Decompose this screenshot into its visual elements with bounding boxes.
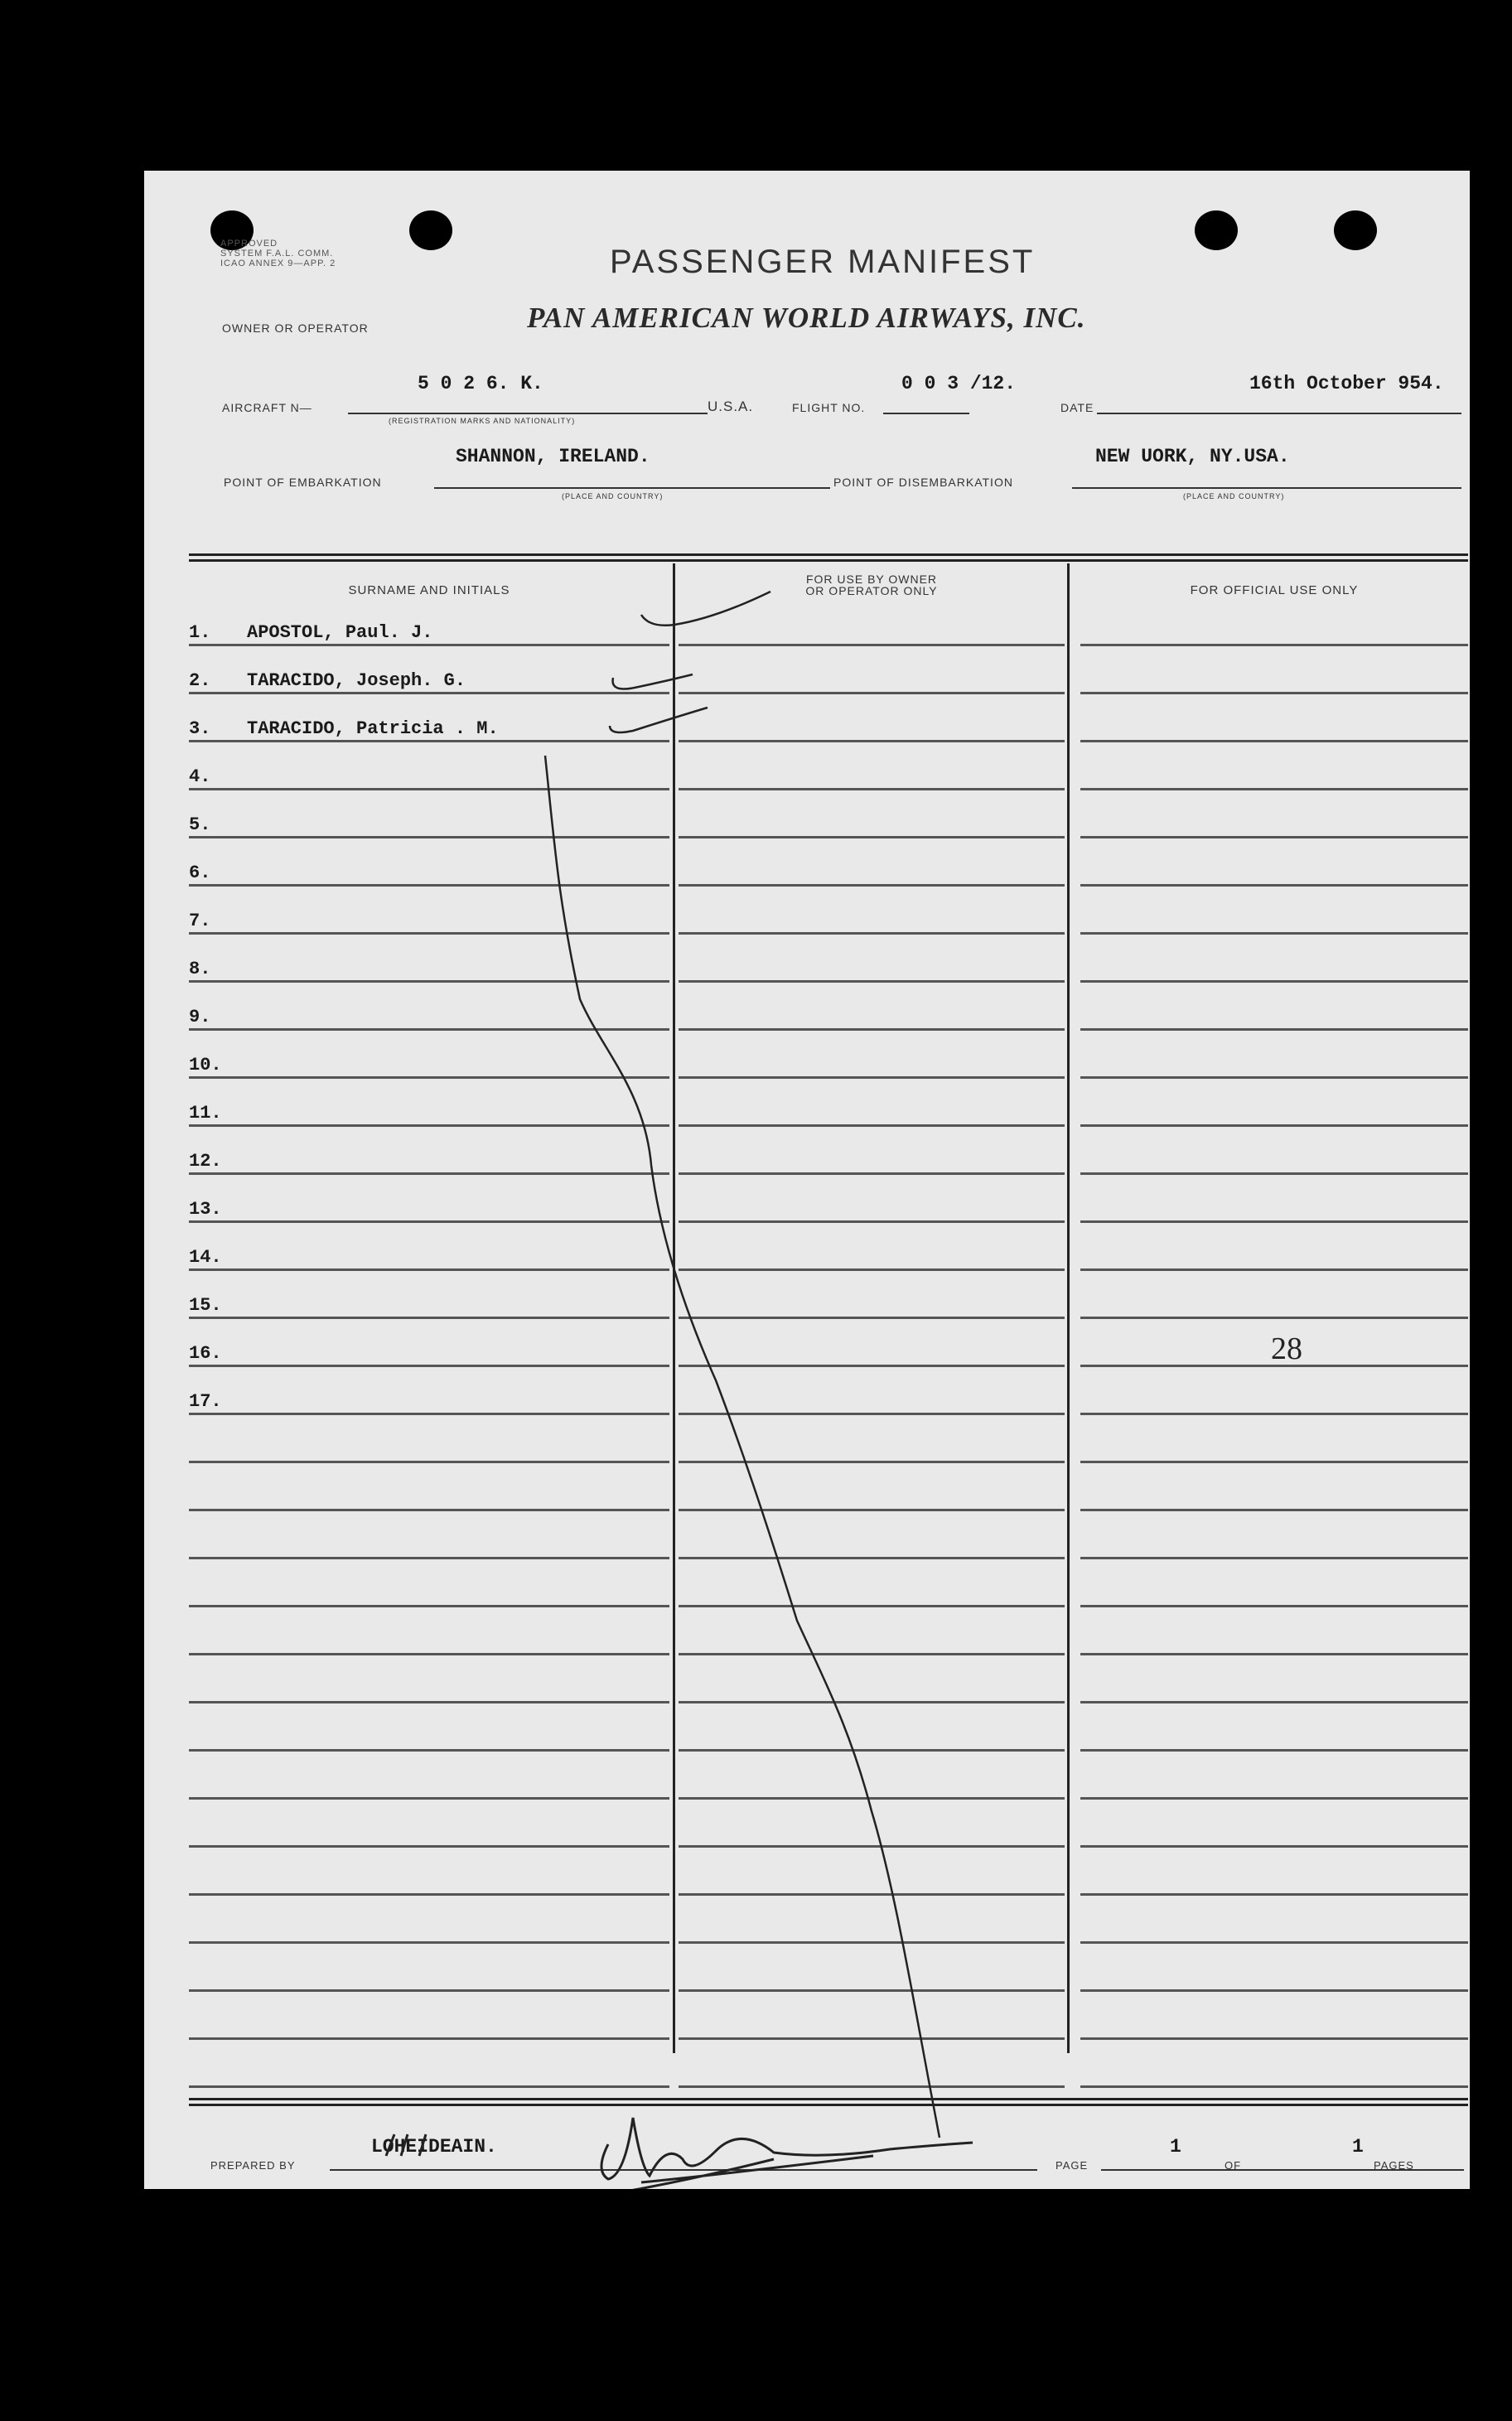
- aircraft-sublabel: (REGISTRATION MARKS AND NATIONALITY): [389, 417, 576, 425]
- row-number: 4.: [189, 766, 211, 787]
- row-number: 14.: [189, 1247, 222, 1268]
- row-number: 8.: [189, 959, 211, 979]
- flight-label: FLIGHT NO.: [792, 401, 866, 414]
- row-number: 13.: [189, 1199, 222, 1220]
- aircraft-value: 5 0 2 6. K.: [418, 373, 543, 394]
- flight-value: 0 0 3 /12.: [901, 373, 1017, 394]
- row-number: 12.: [189, 1151, 222, 1172]
- passenger-name: TARACIDO, Patricia . M.: [247, 718, 499, 739]
- pages-label: PAGES: [1374, 2159, 1414, 2172]
- row-number: 16.: [189, 1343, 222, 1364]
- embarkation-value: SHANNON, IRELAND.: [456, 446, 650, 467]
- row-number: 1.: [189, 622, 211, 643]
- row-number: 9.: [189, 1007, 211, 1027]
- row-number: 7.: [189, 911, 211, 931]
- disembarkation-sublabel: (PLACE AND COUNTRY): [1183, 492, 1285, 500]
- tally-marks: [386, 2134, 426, 2156]
- pen-stroke-line: [545, 756, 940, 2138]
- signature: [592, 2118, 973, 2189]
- disembarkation-label: POINT OF DISEMBARKATION: [833, 476, 1013, 489]
- prepared-by-value: LOHEIDEAIN.: [371, 2136, 497, 2158]
- col-surname-header: SURNAME AND INITIALS: [348, 583, 510, 597]
- row-number: 2.: [189, 670, 211, 691]
- page-value: 1: [1170, 2136, 1181, 2158]
- col-official-use-header: FOR OFFICIAL USE ONLY: [1190, 583, 1359, 597]
- date-value: 16th October 954.: [1249, 373, 1444, 394]
- aircraft-label: AIRCRAFT N—: [222, 401, 312, 414]
- manifest-sheet: [144, 171, 1470, 2189]
- form-approval-stamp: APPROVED SYSTEM F.A.L. COMM. ICAO ANNEX 9—APP. 2: [220, 239, 336, 268]
- page-label: PAGE: [1056, 2159, 1089, 2172]
- row-number: 3.: [189, 718, 211, 739]
- check-mark-3: [610, 708, 708, 732]
- official-mark: 28: [1271, 1331, 1302, 1366]
- pages-value: 1: [1352, 2136, 1364, 2158]
- row-number: 15.: [189, 1295, 222, 1316]
- handwritten-ink: [144, 171, 1470, 2189]
- passenger-name: APOSTOL, Paul. J.: [247, 622, 433, 643]
- date-label: DATE: [1060, 401, 1094, 414]
- embarkation-sublabel: (PLACE AND COUNTRY): [562, 492, 664, 500]
- row-number: 10.: [189, 1055, 222, 1075]
- row-number: 17.: [189, 1391, 222, 1412]
- col-owner-use-header: FOR USE BY OWNER OR OPERATOR ONLY: [805, 573, 938, 597]
- row-number: 6.: [189, 863, 211, 883]
- owner-label: OWNER OR OPERATOR: [222, 321, 369, 335]
- check-mark-1: [641, 592, 770, 626]
- check-mark-2: [613, 674, 693, 689]
- row-number: 5.: [189, 814, 211, 835]
- passenger-name: TARACIDO, Joseph. G.: [247, 670, 466, 691]
- usa-label: U.S.A.: [708, 399, 754, 414]
- page-title: PASSENGER MANIFEST: [610, 244, 1036, 280]
- prepared-by-label: PREPARED BY: [210, 2159, 296, 2172]
- disembarkation-value: NEW UORK, NY.USA.: [1095, 446, 1290, 467]
- embarkation-label: POINT OF EMBARKATION: [224, 476, 382, 489]
- row-number: 11.: [189, 1103, 222, 1124]
- of-label: OF: [1225, 2159, 1242, 2172]
- airline-name: PAN AMERICAN WORLD AIRWAYS, INC.: [527, 302, 1086, 334]
